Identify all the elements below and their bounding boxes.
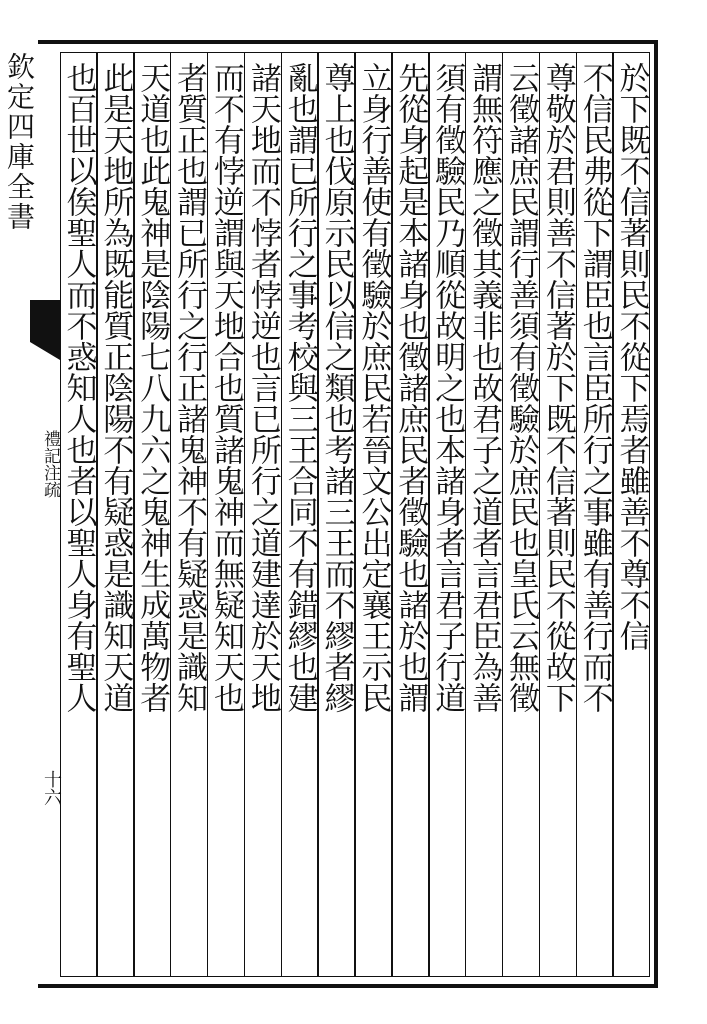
collection-title: 欽定四庫全書: [3, 52, 36, 232]
text-column: 於下既不信著則民不從下焉者雖善不尊不信: [613, 62, 650, 651]
text-column: 尊上也伐原示民以信之類也考諸三王而不繆者繆: [318, 62, 355, 713]
text-column: 立身行善使有徵驗於庶民若晉文公出定襄王示民: [355, 62, 392, 713]
text-column: 謂無符應之徵其義非也故君子之道者言君臣為善: [466, 62, 503, 713]
page-number: 十六: [41, 770, 62, 806]
text-column: 不信民弗從下謂臣也言臣所行之事雖有善行而不: [576, 62, 613, 713]
text-column: 此是天地所為既能質正陰陽不有疑惑是識知天道: [97, 62, 134, 713]
text-column: 者質正也謂已所行之行正諸鬼神不有疑惑是識知: [171, 62, 208, 713]
text-column: 先從身起是本諸身也徵諸庶民者徵驗也諸於也謂: [392, 62, 429, 713]
text-column: 須有徵驗民乃順從故明之也本諸身者言君子行道: [429, 62, 466, 713]
text-column: 尊敬於君則善不信著於下既不信著則民不從故下: [539, 62, 576, 713]
text-column: 諸天地而不悖者悖逆也言已所行之道建達於天地: [244, 62, 281, 713]
text-column: 天道也此鬼神是陰陽七八九六之鬼神生成萬物者: [134, 62, 171, 713]
book-title: 禮記注疏: [40, 430, 60, 498]
text-column: 云徵諸庶民謂行善須有徵驗於庶民也皇氏云無徵: [502, 62, 539, 713]
text-column: 亂也謂已所行之事考校與三王合同不有錯繆也建: [281, 62, 318, 713]
text-column: 而不有悖逆謂與天地合也質諸鬼神而無疑知天也: [207, 62, 244, 713]
text-column: 也百世以俟聖人而不惑知人也者以聖人身有聖人: [60, 62, 97, 713]
